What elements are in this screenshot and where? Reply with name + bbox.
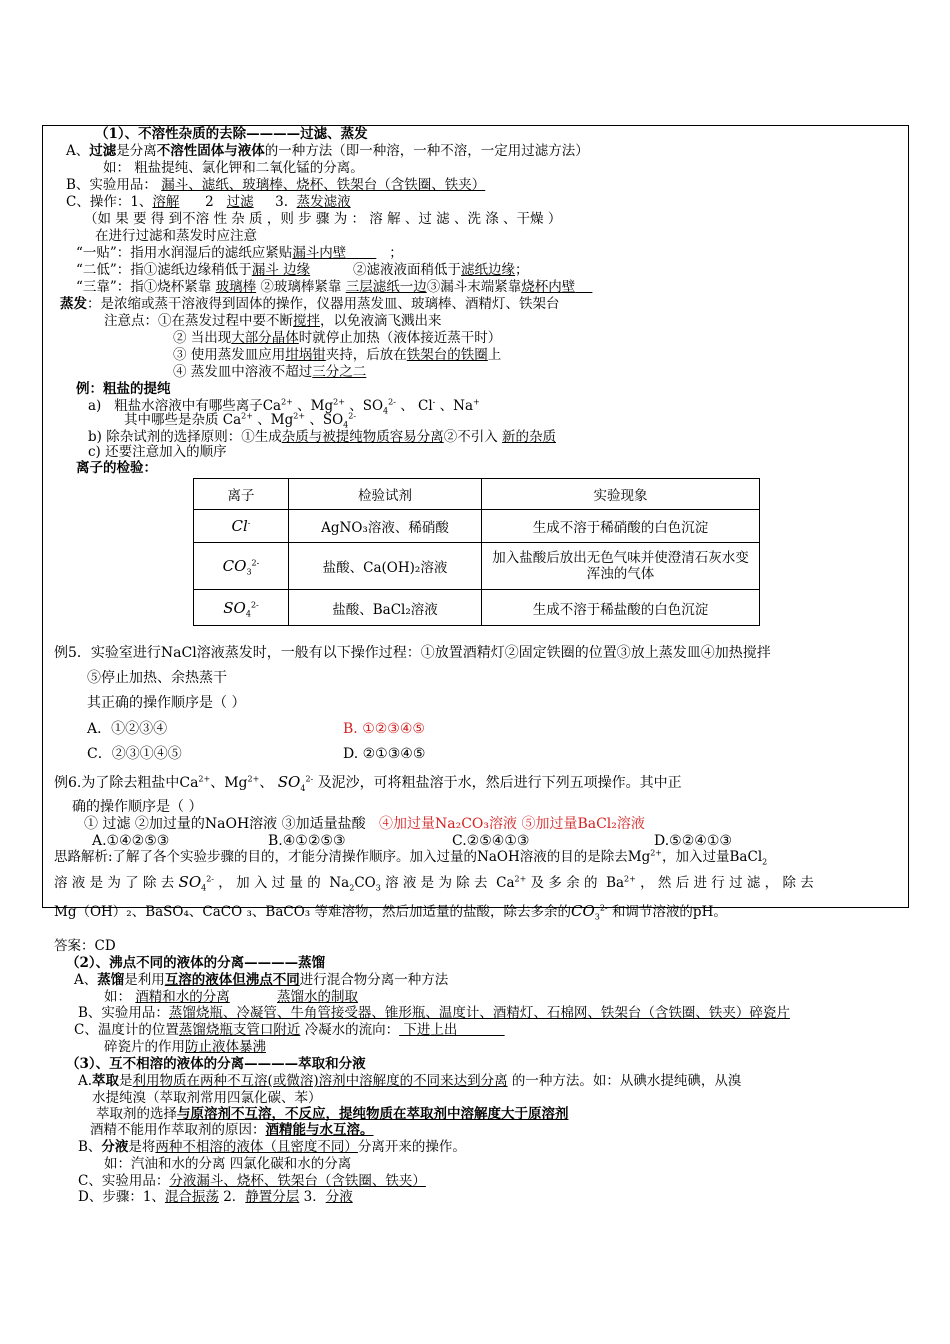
reagent-cell: AgNO₃溶液、稀硝酸: [289, 510, 482, 543]
table-header: 检验试剂: [289, 479, 482, 510]
section-heading: （1）、不溶性杂质的去除————过滤、蒸发: [95, 126, 368, 142]
section-heading: （2）、沸点不同的液体的分离————蒸馏: [66, 955, 326, 971]
option-a: A.①④②⑤③: [92, 833, 170, 849]
note-line: 酒精不能用作萃取剂的原因：酒精能与水互溶。: [90, 1122, 374, 1138]
extraction-definition: A.萃取是利用物质在两种不互溶(或微溶)溶剂中溶解度的不同来达到分离 的一种方法。如：从碘水提纯碘，从溴: [78, 1073, 742, 1089]
note-line: ② 当出现大部分晶体时就停止加热（液体接近蒸干时）: [173, 330, 502, 346]
note-line: ③ 使用蒸发皿应用坩埚钳夹持，后放在铁架台的铁圈上: [173, 347, 502, 363]
equipment-line: B、实验用品： 漏斗、滤纸、玻璃棒、烧杯、铁架台（含铁圈、铁夹）: [66, 177, 486, 193]
note-line: 碎瓷片的作用防止液体暴沸: [104, 1039, 266, 1055]
example-heading: 例：粗盐的提纯: [76, 381, 171, 397]
example-text: 如：汽油和水的分离 四氯化碳和水的分离: [104, 1156, 352, 1172]
evaporation-definition: 蒸发：是浓缩或蒸干溶液得到固体的操作，仪器用蒸发皿、玻璃棒、酒精灯、铁架台: [60, 296, 560, 312]
steps-line: C、操作：1、溶解 2 过滤 3. 蒸发滤液: [66, 194, 351, 210]
question-text: 例6.为了除去粗盐中$Ca^{2+}$、$Mg^{2+}$、 $SO_4^{2-}$ 及泥沙，可将粗盐溶于水，然后进行下列五项操作。其中正: [54, 773, 682, 793]
steps-line: D、步骤：1、混合振荡 2．静置分层 3．分液: [78, 1189, 353, 1205]
example-text: 如： 酒精和水的分离 蒸馏水的制取: [104, 989, 359, 1005]
result-cell: 生成不溶于稀盐酸的白色沉淀: [482, 590, 760, 626]
analysis-text: 思路解析:了解了各个实验步骤的目的，才能分清操作顺序。加入过量的NaOH溶液的目的是除去$Mg^{2+}$，加入过量BaCl$_2$: [54, 848, 768, 867]
option-b-answer: B. ①②③④⑤: [343, 721, 425, 737]
distillation-definition: A、蒸馏是利用互溶的液体但沸点不同进行混合物分离一种方法: [74, 972, 449, 988]
filtration-definition: A、过滤是分离不溶性固体与液体的一种方法（即一种溶，一种不溶，一定用过滤方法）: [66, 143, 589, 159]
table-row: [194, 590, 760, 626]
order-line: c) 还要注意加入的顺序: [88, 444, 227, 460]
equipment-line: C、实验用品：分液漏斗、烧杯、铁架台（含铁圈、铁夹）: [78, 1173, 426, 1189]
note-line: 水提纯溴（萃取剂常用四氯化碳、苯）: [92, 1090, 322, 1106]
note-line: （如 果 要 得 到不溶 性 杂 质 ，则 步 骤 为 ： 溶 解 、过 滤 、洗 涤 、干燥 ）: [84, 211, 562, 227]
option-c: C．②③①④⑤: [87, 746, 182, 762]
table-header: 实验现象: [482, 479, 760, 510]
table-row: [194, 543, 760, 590]
question-text: 例5．实验室进行NaCl溶液蒸发时，一般有以下操作过程：①放置酒精灯②固定铁圈的位置③放上蒸发皿④加热搅拌: [54, 645, 771, 661]
analysis-text: Mg（OH）₂、BaSO₄、CaCO ₃、BaCO₃ 等难溶物，然后加适量的盐酸，除去多余的$CO_3^{2-}$ 和调节溶液的pH。: [54, 902, 727, 922]
ion-cell: $SO_4^{2-}$: [194, 590, 289, 626]
table-header: 离子: [194, 479, 289, 510]
note-line: “三靠”：指①烧杯紧靠 玻璃棒 ②玻璃棒紧靠 三层滤纸一边③漏斗末端紧靠烧杯内壁: [76, 279, 576, 295]
separation-definition: B、分液是将两种不相溶的液体（且密度不同）分离开来的操作。: [78, 1139, 466, 1155]
ions-line: a) 粗盐水溶液中有哪些离子$Ca^{2+}$ 、$Mg^{2+}$ 、$SO_4^{2-}$ 、 Cl- 、Na+: [88, 397, 480, 416]
equipment-line: B、实验用品：蒸馏烧瓶、冷凝管、牛角管接受器、锥形瓶、温度计、酒精灯、石棉网、铁架台（含铁圈、铁夹）碎瓷片: [78, 1005, 790, 1021]
ion-test-heading: 离子的检验：: [76, 460, 157, 476]
question-text: ⑤停止加热、余热蒸干: [87, 670, 227, 686]
answer-text: 答案：CD: [54, 938, 116, 954]
impurity-line: 其中哪些是杂质 $Ca^{2+}$ 、$Mg^{2+}$ 、$SO_4^{2-}$: [124, 411, 357, 430]
reagent-cell: 盐酸、Ca(OH)₂溶液: [289, 543, 482, 590]
option-a: A．①②③④: [87, 721, 168, 737]
note-line: ④ 蒸发皿中溶液不超过三分之二: [173, 364, 367, 380]
example-text: 如： 粗盐提纯、氯化钾和二氧化锰的分离。: [103, 160, 364, 176]
operations-line: ① 过滤 ②加过量的NaOH溶液 ③加适量盐酸 ④加过量Na₂CO₃溶液 ⑤加过量BaCl₂溶液: [84, 816, 645, 832]
note-line: 在进行过滤和蒸发时应注意: [95, 228, 257, 244]
question-text: 其正确的操作顺序是（ ）: [87, 695, 246, 711]
reagent-cell: 盐酸、BaCl₂溶液: [289, 590, 482, 626]
note-line: 萃取剂的选择与原溶剂不互溶，不反应，提纯物质在萃取剂中溶解度大于原溶剂: [96, 1106, 569, 1122]
question-text: 确的操作顺序是（ ）: [72, 799, 203, 815]
thermometer-line: C、温度计的位置蒸馏烧瓶支管口附近 冷凝水的流向： 下进上出: [74, 1022, 458, 1038]
principle-line: b) 除杂试剂的选择原则：①生成杂质与被提纯物质容易分离②不引入 新的杂质: [88, 429, 556, 445]
ion-cell: Cl-: [194, 510, 289, 543]
note-line: 注意点：①在蒸发过程中要不断搅拌，以免液滴飞溅出来: [104, 313, 442, 329]
note-line: “二低”：指①滤纸边缘稍低于漏斗 边缘 ②滤液液面稍低于滤纸边缘；: [76, 262, 529, 278]
option-d: D.⑤②④①③: [654, 833, 732, 849]
option-d: D. ②①③④⑤: [343, 746, 426, 762]
section-heading: （3）、互不相溶的液体的分离————萃取和分液: [66, 1056, 366, 1072]
table-row: [194, 510, 760, 543]
result-cell: 生成不溶于稀硝酸的白色沉淀: [482, 510, 760, 543]
option-c: C.②⑤④①③: [452, 833, 530, 849]
note-line: “一贴”：指用水润湿后的滤纸应紧贴漏斗内壁 ；: [76, 245, 403, 261]
ion-cell: $CO_3^{2-}$: [194, 543, 289, 590]
option-b: B.④①②⑤③: [268, 833, 346, 849]
analysis-text: 溶 液 是 为 了 除 去 $SO_4^{2-}$ ， 加 入 过 量 的 $Na_2CO_3$ 溶 液 是 为 除 去 $Ca^{2+}$ 及 多 余 的 $Ba^{2+}$ ， 然 后 进 行 过 滤 ， 除 去: [54, 873, 814, 893]
ion-test-table: [193, 478, 760, 626]
result-cell: 加入盐酸后放出无色气味并使澄清石灰水变浑浊的气体: [482, 543, 760, 590]
